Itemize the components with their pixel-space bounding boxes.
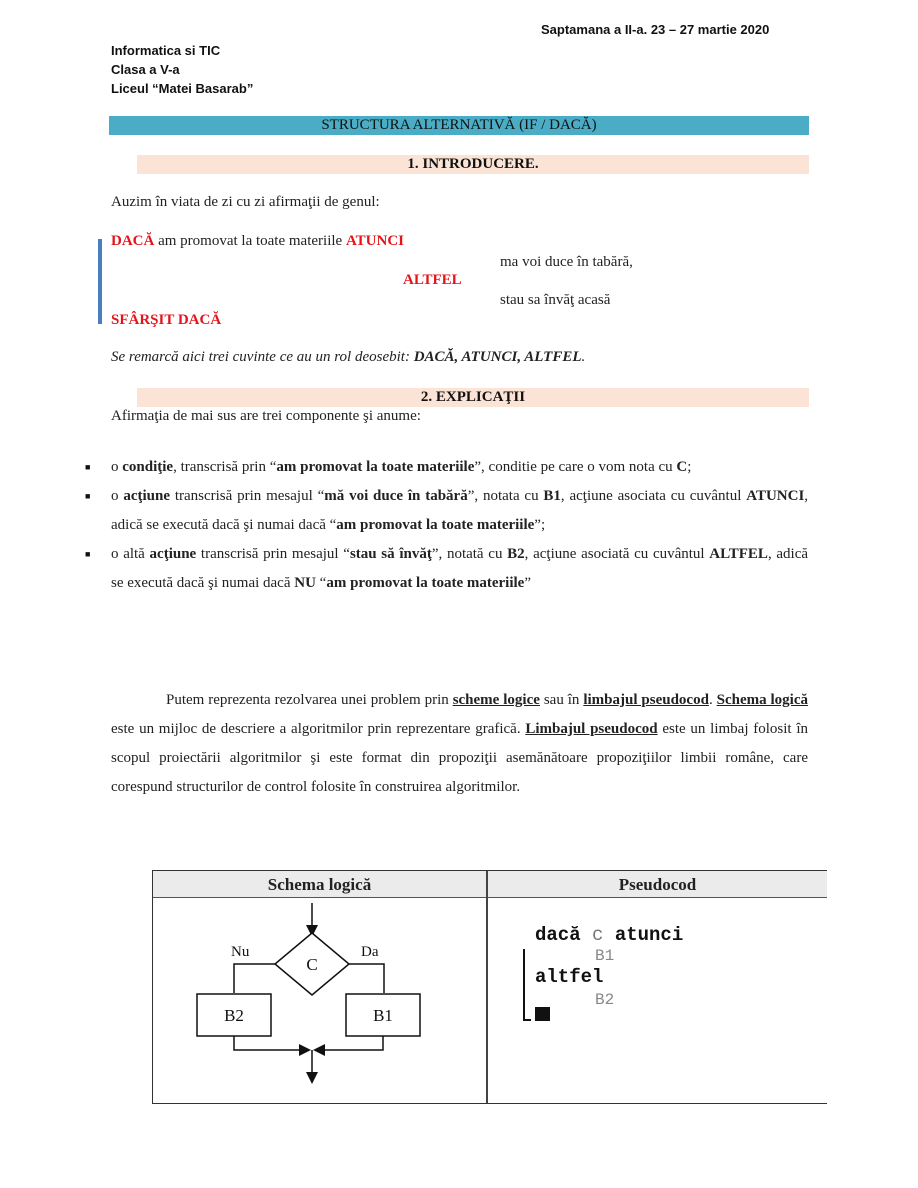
term-limbajul-pseudocod-def: Limbajul pseudocod bbox=[525, 721, 658, 737]
b2-label: B2 bbox=[224, 1006, 244, 1025]
representation-paragraph bbox=[111, 686, 808, 802]
yes-label: Da bbox=[361, 944, 379, 960]
keyword-daca: DACĂ bbox=[111, 233, 155, 249]
quoted-condition: am promovat la toate materiile bbox=[336, 517, 535, 533]
text: ”, notata cu bbox=[467, 488, 544, 504]
merge-left-line bbox=[234, 1036, 305, 1050]
intro-sentence: Auzim în viata de zi cu zi afirmaţii de genul: bbox=[111, 194, 380, 210]
term-schema-logica: Schema logică bbox=[716, 692, 809, 708]
keyword-daca: dacă bbox=[535, 924, 581, 946]
remark-sentence bbox=[111, 349, 585, 366]
no-label: Nu bbox=[231, 944, 250, 960]
quoted-action: stau să învăţ bbox=[349, 546, 432, 562]
list-item-actiune-b2 bbox=[85, 540, 809, 598]
text: o bbox=[111, 488, 124, 504]
pseudo-block-bracket bbox=[523, 949, 525, 1021]
b1-label: B1 bbox=[373, 1006, 393, 1025]
pseudocode-block bbox=[488, 898, 827, 1103]
quoted-condition: am promovat la toate materiile bbox=[326, 575, 525, 591]
end-block-icon bbox=[535, 1007, 550, 1021]
list-item-actiune-b1 bbox=[85, 482, 809, 540]
text: , adică se execută dacă şi numai dacă “ bbox=[111, 488, 809, 533]
symbol-b2: B2 bbox=[507, 546, 525, 562]
text: . bbox=[708, 692, 717, 708]
quoted-condition: am promovat la toate materiile bbox=[276, 459, 475, 475]
flowchart-diagram bbox=[153, 898, 486, 1103]
text: este un mijloc de descriere a algoritmilor prin reprezentare grafică. bbox=[111, 721, 526, 737]
keyword-altfel: altfel bbox=[535, 966, 604, 988]
remark-end: . bbox=[581, 349, 586, 365]
page-title: STRUCTURA ALTERNATIVĂ (IF / DACĂ) bbox=[109, 116, 809, 135]
quoted-action: mă voi duce în tabără bbox=[324, 488, 468, 504]
pseudo-if-line bbox=[535, 924, 683, 946]
yes-branch-line bbox=[349, 964, 384, 993]
bullet-icon: ■ bbox=[85, 549, 91, 559]
keyword-altfel: ALTFEL bbox=[403, 272, 462, 288]
text: transcrisă prin mesajul “ bbox=[170, 488, 325, 504]
decision-label: C bbox=[306, 955, 318, 974]
text: ” bbox=[524, 575, 532, 591]
term-limbajul-pseudocod: limbajul pseudocod bbox=[583, 692, 709, 708]
keyword-sfarsit-daca: SFÂRŞIT DACĂ bbox=[111, 312, 222, 328]
term-actiune: acţiune bbox=[123, 488, 170, 504]
text: o bbox=[111, 459, 123, 475]
list-item-conditie bbox=[85, 453, 808, 482]
example-daca-line bbox=[111, 233, 404, 250]
example-condition: am promovat la toate materiile bbox=[154, 233, 346, 249]
subject-label: Informatica si TIC bbox=[111, 43, 221, 58]
remark-keywords: DACĂ, ATUNCI, ALTFEL bbox=[413, 349, 582, 365]
term-actiune: acţiune bbox=[149, 546, 197, 562]
text: “ bbox=[315, 575, 327, 591]
example-quote-bar bbox=[98, 239, 102, 324]
symbol-b1: B1 bbox=[543, 488, 561, 504]
week-label: Saptamana a II-a. 23 – 27 martie 2020 bbox=[541, 22, 770, 37]
flowchart-title: Schema logică bbox=[267, 875, 372, 894]
text: o altă bbox=[111, 546, 150, 562]
text: , adică se execută dacă şi numai dacă bbox=[111, 546, 809, 591]
keyword-altfel: ALTFEL bbox=[709, 546, 768, 562]
pseudo-bracket-foot bbox=[523, 1019, 531, 1021]
class-label: Clasa a V-a bbox=[111, 62, 180, 77]
keyword-atunci: ATUNCI bbox=[746, 488, 805, 504]
bullet-icon: ■ bbox=[85, 491, 91, 501]
text: , acţiune asociata cu cuvântul bbox=[560, 488, 747, 504]
keyword-atunci: ATUNCI bbox=[345, 233, 405, 249]
pseudocode-title: Pseudocod bbox=[618, 875, 697, 894]
term-conditie: condiţie bbox=[122, 459, 174, 475]
explanation-intro: Afirmaţia de mai sus are trei componente şi anume: bbox=[111, 408, 421, 424]
pseudo-b2: B2 bbox=[595, 991, 615, 1009]
text: , acţiune asociată cu cuvântul bbox=[524, 546, 710, 562]
text: ”, notată cu bbox=[431, 546, 508, 562]
merge-right-line bbox=[319, 1036, 383, 1050]
keyword-nu: NU bbox=[294, 575, 316, 591]
example-else-text: stau sa învăţ acasă bbox=[500, 292, 611, 308]
text: sau în bbox=[539, 692, 584, 708]
text: este un limbaj folosit în scopul proiectării algoritmilor şi este format din propoziţii asemănătoare propoziţiilor limbii române, care corespund structurilor de control folosite în construirea algoritmilor. bbox=[111, 721, 808, 795]
course-info bbox=[111, 41, 253, 98]
section-heading-introducere: 1. INTRODUCERE. bbox=[137, 155, 809, 174]
pseudo-condition: c bbox=[592, 924, 604, 946]
example-then-text: ma voi duce în tabără, bbox=[500, 254, 633, 270]
school-label: Liceul “Matei Basarab” bbox=[111, 81, 254, 96]
if-structure-figure bbox=[152, 870, 827, 1104]
pseudo-b1: B1 bbox=[595, 947, 615, 965]
no-branch-line bbox=[234, 964, 275, 993]
term-scheme-logice: scheme logice bbox=[452, 692, 540, 708]
symbol-c: C bbox=[676, 459, 688, 475]
remark-text: Se remarcă aici trei cuvinte ce au un rol deosebit: bbox=[111, 349, 414, 365]
text: ; bbox=[687, 459, 692, 475]
text: Putem reprezenta rezolvarea unei problem prin bbox=[166, 692, 453, 708]
text: ”, conditie pe care o vom nota cu bbox=[474, 459, 677, 475]
text: , transcrisă prin “ bbox=[173, 459, 277, 475]
components-list bbox=[85, 453, 809, 598]
text: ”; bbox=[534, 517, 546, 533]
keyword-atunci: atunci bbox=[614, 924, 684, 946]
text: transcrisă prin mesajul “ bbox=[196, 546, 350, 562]
bullet-icon: ■ bbox=[85, 462, 91, 472]
section-heading-explicatii: 2. EXPLICAŢII bbox=[137, 388, 809, 407]
